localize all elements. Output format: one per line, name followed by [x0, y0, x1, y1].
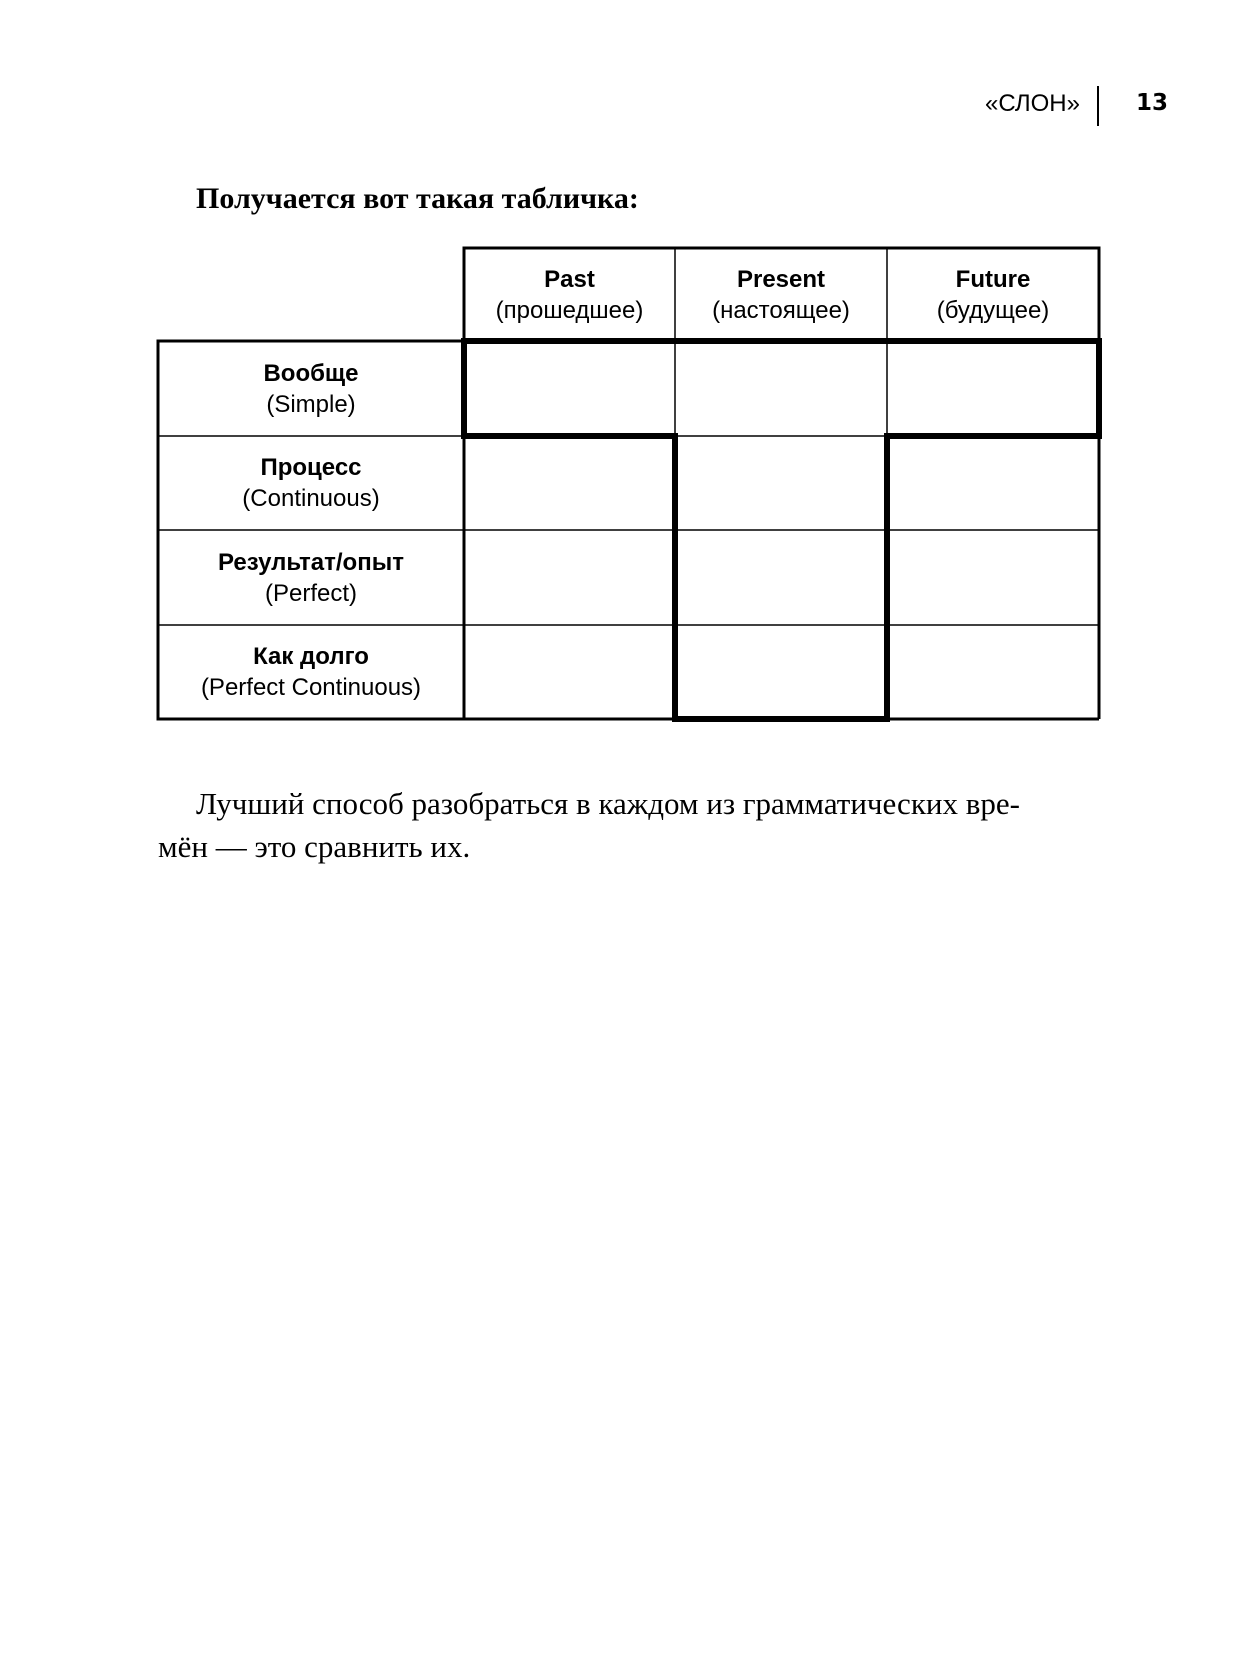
row-sublabel: (Perfect)	[264, 579, 357, 607]
column-label: Future	[955, 265, 1031, 293]
row-header-perfect-continuous	[158, 625, 464, 719]
column-sublabel: (настоящее)	[712, 296, 850, 324]
row-header-perfect	[158, 530, 464, 625]
section-heading: Получается вот такая табличка:	[196, 182, 639, 215]
column-header-future	[887, 248, 1099, 341]
body-paragraph	[158, 782, 1103, 868]
row-sublabel: (Perfect Continuous)	[200, 674, 422, 701]
page-number: 13	[1136, 90, 1169, 116]
row-header-simple	[158, 341, 464, 436]
paragraph-line-1: Лучший способ разобраться в каждом из грамматических вре-	[196, 786, 1020, 821]
row-sublabel: (Continuous)	[242, 485, 380, 512]
column-label: Present	[736, 265, 826, 293]
row-sublabel: (Simple)	[266, 390, 356, 418]
column-header-past	[464, 248, 675, 341]
row-label: Как долго	[253, 643, 369, 670]
row-label: Процесс	[260, 454, 362, 481]
row-header-continuous	[158, 436, 464, 530]
column-sublabel: (будущее)	[936, 296, 1050, 324]
row-label: Вообще	[263, 359, 359, 387]
row-label: Результат/опыт	[218, 548, 404, 576]
running-header-title: «СЛОН»	[985, 90, 1080, 117]
paragraph-line-2: мён — это сравнить их.	[158, 829, 471, 864]
column-sublabel: (прошедшее)	[495, 296, 644, 324]
column-label: Past	[544, 265, 595, 293]
column-header-present	[675, 248, 887, 341]
